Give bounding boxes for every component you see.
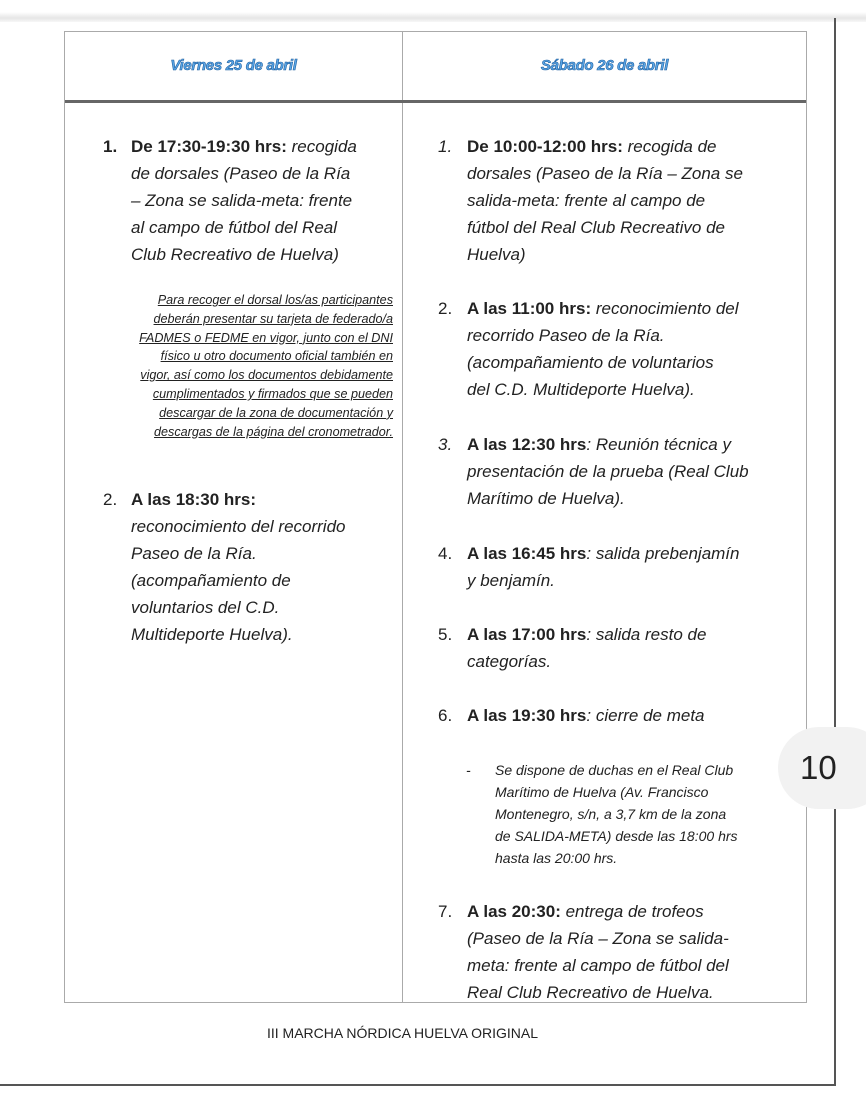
right-item-line [467,133,717,160]
document-footer: III MARCHA NÓRDICA HUELVA ORIGINAL [267,1025,538,1041]
left-item-line: de dorsales (Paseo de la Ría [131,164,351,183]
left-item-line: reconocimiento del recorrido [131,517,346,536]
right-item-line: Real Club Recreativo de Huelva. [467,983,714,1002]
left-item-number: 1. [103,137,118,156]
page-bottom-edge [0,1084,836,1086]
showers-note-line: Marítimo de Huelva (Av. Francisco [495,784,709,800]
right-item-number: 3. [438,435,453,454]
right-item-number: 7. [438,902,453,921]
showers-note-line: de SALIDA-META) desde las 18:00 hrs [495,828,738,844]
item-text: : salida prebenjamín [586,544,740,563]
item-time: A las 12:30 hrs [467,435,587,454]
item-time: A las 19:30 hrs [467,706,587,725]
showers-note-line: Se dispone de duchas en el Real Club [495,762,734,778]
left-item-line: al campo de fútbol del Real [131,218,338,237]
left-item-line: – Zona se salida-meta: frente [131,191,353,210]
header-divider [65,100,806,103]
item-time: A las 11:00 hrs: [467,299,592,318]
showers-note-line: Montenegro, s/n, a 3,7 km de la zona [495,806,727,822]
right-item-line: (Paseo de la Ría – Zona se salida- [467,929,729,948]
right-item-number: 4. [438,544,453,563]
right-item-line: y benjamín. [467,571,555,590]
right-item-line: fútbol del Real Club Recreativo de [467,218,725,237]
left-item-number: 2. [103,490,118,509]
right-item-line [467,295,739,322]
item-text: : Reunión técnica y [586,435,731,454]
item-time: De 17:30-19:30 hrs: [131,137,287,156]
registration-note-line: descargar de la zona de documentación y [159,405,393,420]
viewer-top-edge [0,0,866,22]
registration-note-line: Para recoger el dorsal los/as participantes [157,293,393,307]
left-item-line: Multideporte Huelva). [131,625,293,644]
left-item-line [131,133,357,160]
right-item-line: Huelva) [467,245,526,264]
item-text: recogida [286,137,357,156]
right-item-line: presentación de la prueba (Real Club [467,462,749,481]
left-item-line: Club Recreativo de Huelva) [131,245,339,264]
left-item-line [131,486,256,513]
registration-note-line: vigor, así como los documentos debidamente [140,368,393,383]
item-text: : cierre de meta [586,706,705,725]
right-item-line [467,540,739,567]
right-item-line: meta: frente al campo de fútbol del [467,956,729,975]
item-time: A las 17:00 hrs [467,625,587,644]
right-item-line: dorsales (Paseo de la Ría – Zona se [467,164,743,183]
item-time: De 10:00-12:00 hrs: [467,137,623,156]
page-right-edge [834,18,836,1086]
registration-note-line: cumplimentados y firmados que se pueden [152,387,393,401]
registration-note-line: físico u otro documento oficial también en [160,349,393,364]
header-saturday: Sábado 26 de abril [540,57,669,74]
showers-note-line: hasta las 20:00 hrs. [495,850,618,866]
right-item-number: 6. [438,706,453,725]
right-item-number: 5. [438,625,453,644]
item-time: A las 20:30: [467,902,561,921]
right-item-line: recorrido Paseo de la Ría. [467,326,665,345]
item-text: entrega de trofeos [560,902,704,921]
right-item-line: del C.D. Multideporte Huelva). [467,380,695,399]
left-item-line: Paseo de la Ría. [131,544,257,563]
header-friday: Viernes 25 de abril [170,57,297,74]
right-item-line: salida-meta: frente al campo de [467,191,706,210]
registration-note-line: FADMES o FEDME en vigor, junto con el DNI [139,330,393,345]
right-item-line: Marítimo de Huelva). [467,489,625,508]
item-time: A las 18:30 hrs: [131,490,257,509]
item-time: A las 16:45 hrs [467,544,587,563]
item-text: reconocimiento del [591,299,739,318]
right-item-line: (acompañamiento de voluntarios [467,353,714,372]
right-item-line [467,431,731,458]
right-item-line [467,702,705,729]
right-item-number: 2. [438,299,453,318]
item-text: : salida resto de [586,625,707,644]
registration-note-line: descargas de la página del cronometrador. [154,424,393,439]
column-divider [402,32,403,1002]
page-number: 10 [800,749,837,786]
item-text: recogida de [622,137,717,156]
left-item-line: (acompañamiento de [131,571,291,590]
left-item-line: voluntarios del C.D. [131,598,280,617]
right-item-number: 1. [438,137,453,156]
right-item-line: categorías. [467,652,552,671]
right-item-line [467,898,704,925]
registration-note-line: deberán presentar su tarjeta de federado/a [153,311,393,326]
schedule-table [64,31,807,1003]
showers-bullet: - [466,762,471,778]
right-item-line [467,621,706,648]
